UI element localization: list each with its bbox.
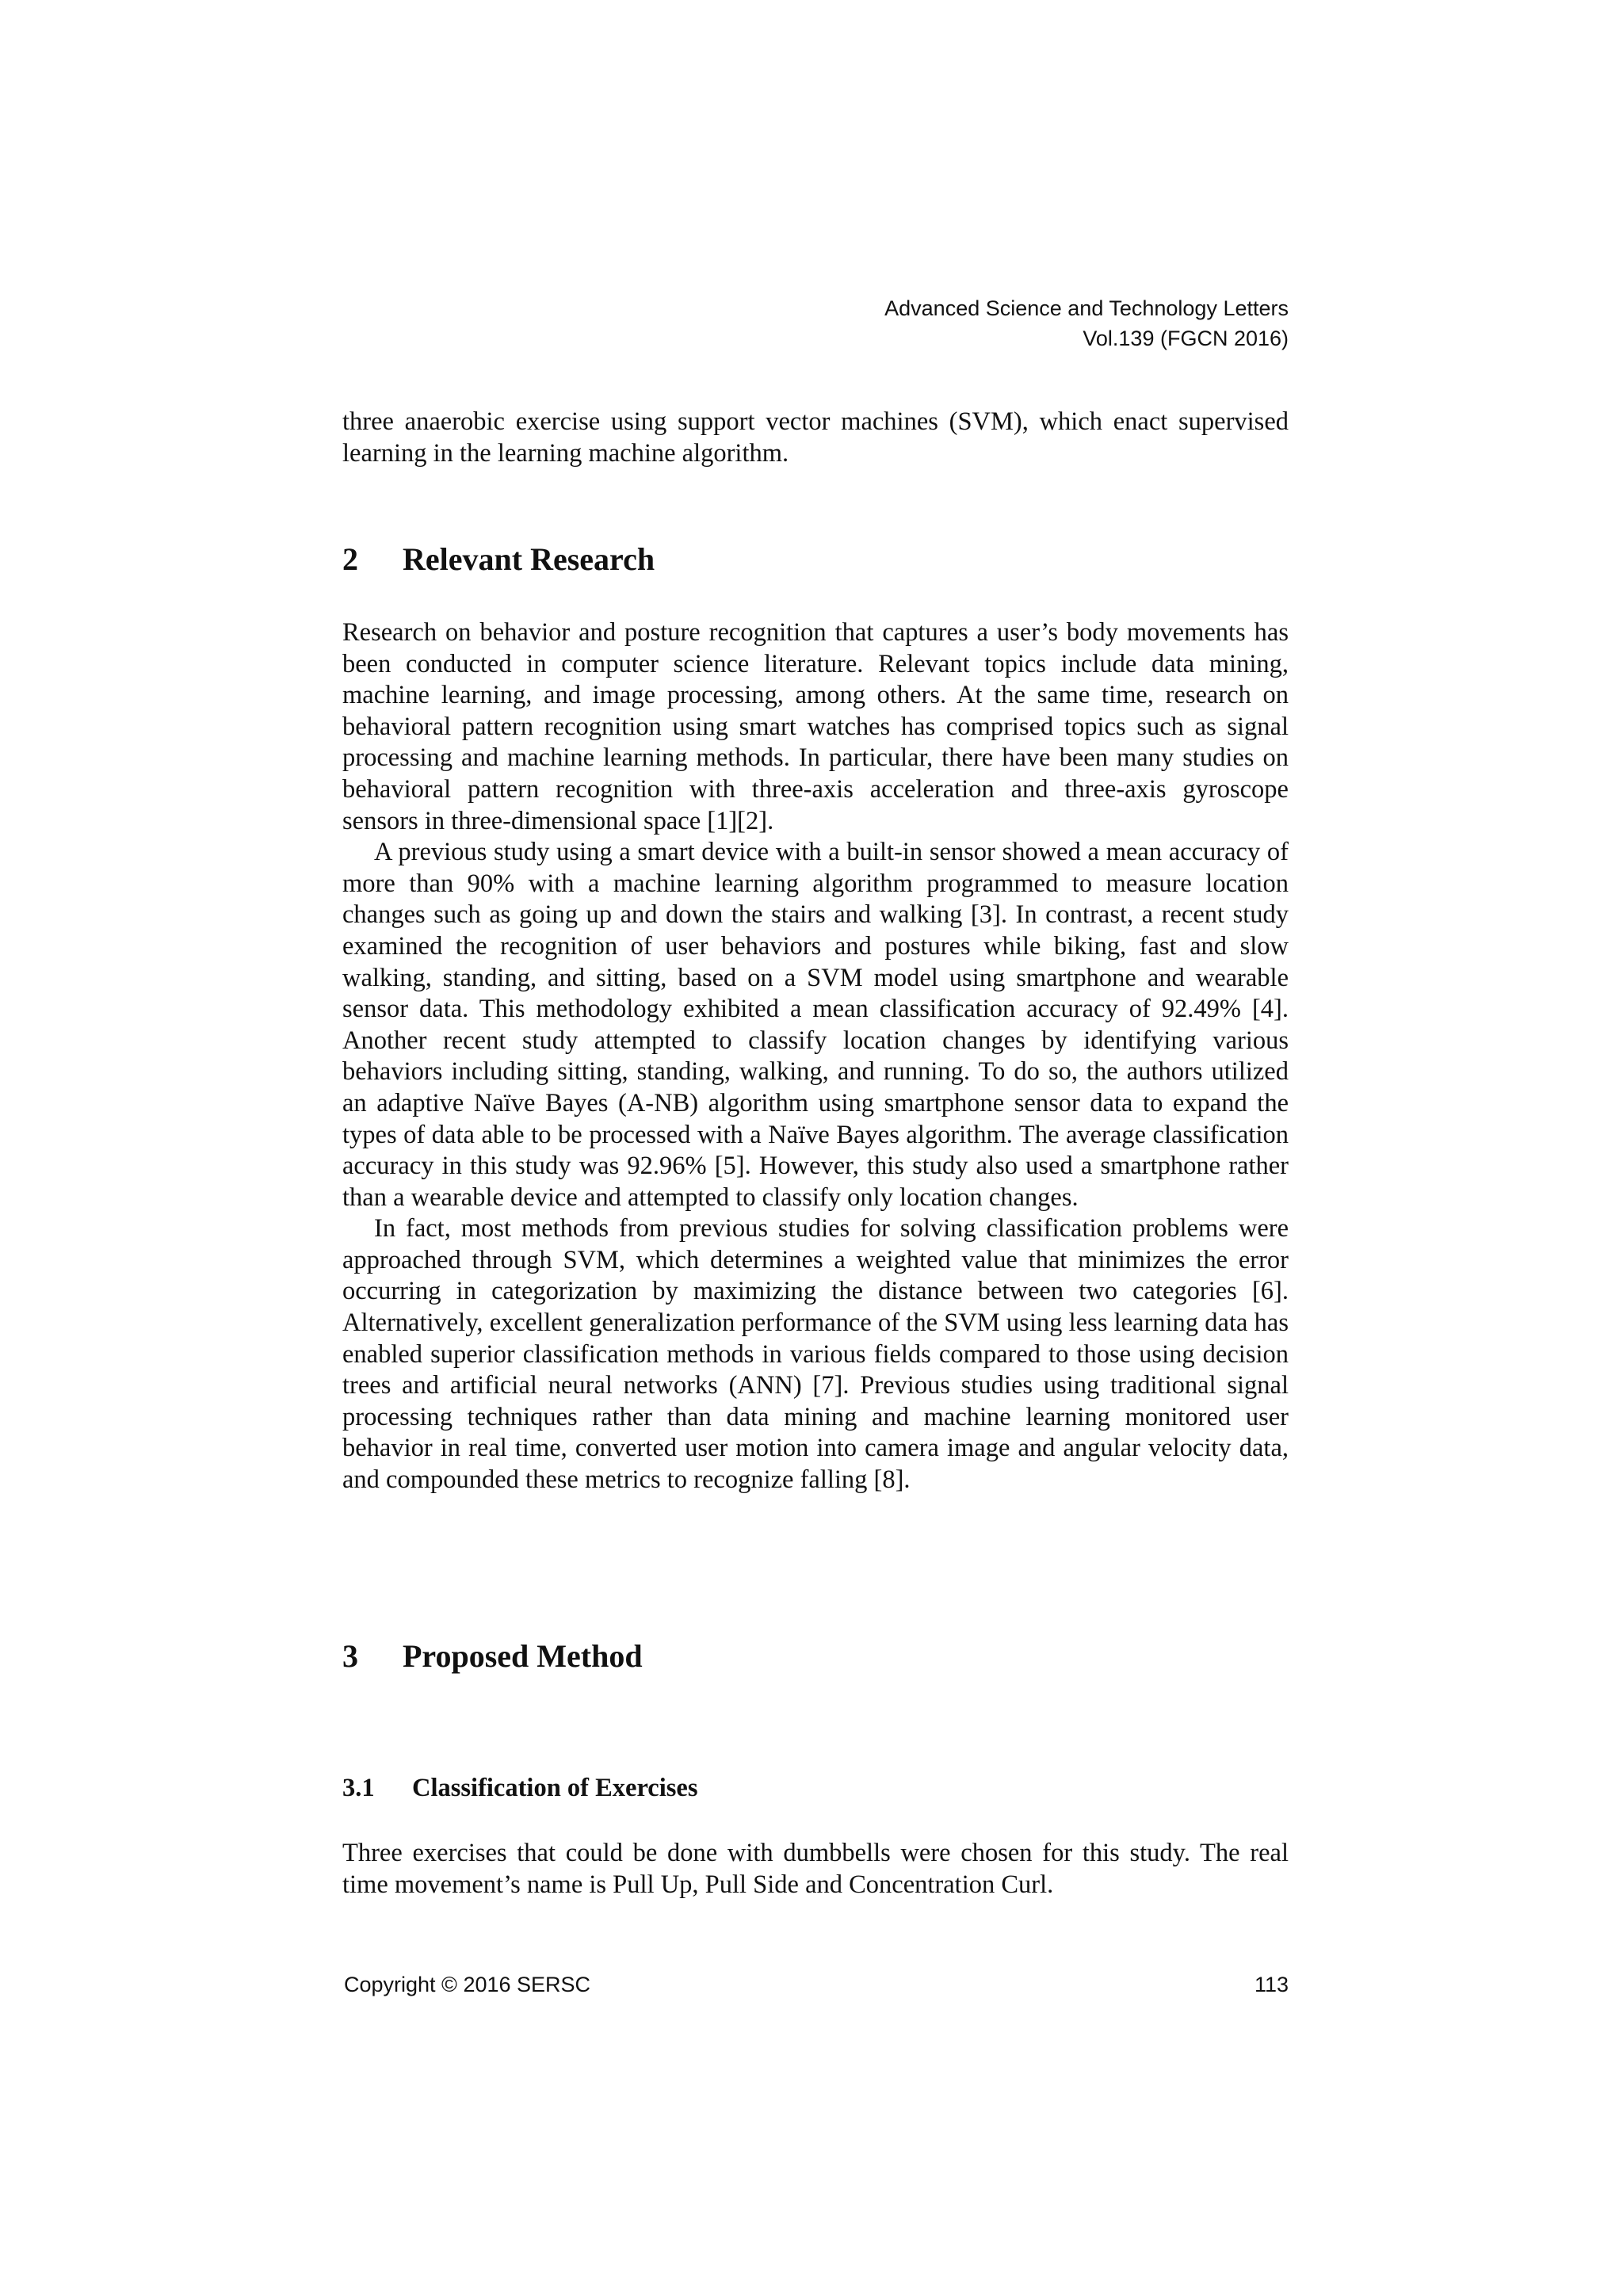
section-3-number: 3 (342, 1638, 358, 1674)
section-2-paragraph-1: Research on behavior and posture recognition that captures a user’s body movements has been conducted in computer science literature. Relevant topics include data mining, machine learning, and image processing, among others. At the same time, research on behavioral pattern recognition using smart watches has comprised topics such as signal processing and machine learning methods. In particular, there have been many studies on behavioral pattern recognition with three-axis acceleration and three-axis gyroscope sensors in three-dimensional space [1][2]. (342, 618, 1289, 835)
subsection-3-1-paragraph: Three exercises that could be done with dumbbells were chosen for this study. The real time movement’s name is Pull Up, Pull Side and Concentration Curl. (342, 1839, 1289, 1899)
journal-volume: Vol.139 (FGCN 2016) (1083, 327, 1289, 350)
subsection-3-1-heading (342, 1772, 697, 1804)
section-3-title: Proposed Method (403, 1638, 643, 1674)
page-number: 113 (1254, 1973, 1289, 1996)
section-3-heading (342, 1637, 643, 1675)
subsection-3-1-body (342, 1838, 1289, 1901)
running-head (884, 293, 1289, 353)
section-2-body (342, 617, 1289, 1496)
section-2-paragraph-3: In fact, most methods from previous studies for solving classification problems were approached through SVM, which determines a weighted value that minimizes the error occurring in categorization by maximizing the distance between two categories [6]. Alternatively, excellent generalization performance of the SVM using less learning data has enabled superior classification methods in various fields compared to those using decision trees and artificial neural networks (ANN) [7]. Previous studies using traditional signal processing techniques rather than data mining and machine learning monitored user behavior in real time, converted user motion into camera image and angular velocity data, and compounded these metrics to recognize falling [8]. (342, 1214, 1289, 1495)
intro-paragraph: three anaerobic exercise using support vector machines (SVM), which enact supervised learning in the learning machine algorithm. (342, 407, 1289, 468)
copyright-notice: Copyright © 2016 SERSC (344, 1973, 591, 1996)
intro-continuation (342, 407, 1289, 469)
section-2-title: Relevant Research (403, 541, 655, 577)
subsection-3-1-title: Classification of Exercises (412, 1774, 698, 1802)
section-2-heading (342, 541, 655, 579)
section-2-number: 2 (342, 541, 358, 577)
journal-title: Advanced Science and Technology Letters (884, 296, 1289, 320)
subsection-3-1-number: 3.1 (342, 1774, 375, 1802)
section-2-paragraph-2: A previous study using a smart device with a built-in sensor showed a mean accuracy of more than 90% with a machine learning algorithm programmed to measure location changes such as going up and down the stairs and walking [3]. In contrast, a recent study examined the recognition of user behaviors and postures while biking, fast and slow walking, standing, and sitting, based on a SVM model using smartphone and wearable sensor data. This methodology exhibited a mean classification accuracy of 92.49% [4]. Another recent study attempted to classify location changes by identifying various behaviors including sitting, standing, walking, and running. To do so, the authors utilized an adaptive Naïve Bayes (A-NB) algorithm using smartphone sensor data to expand the types of data able to be processed with a Naïve Bayes algorithm. The average classification accuracy in this study was 92.96% [5]. However, this study also used a smartphone rather than a wearable device and attempted to classify only location changes. (342, 838, 1289, 1212)
page-footer (344, 1970, 1289, 1999)
